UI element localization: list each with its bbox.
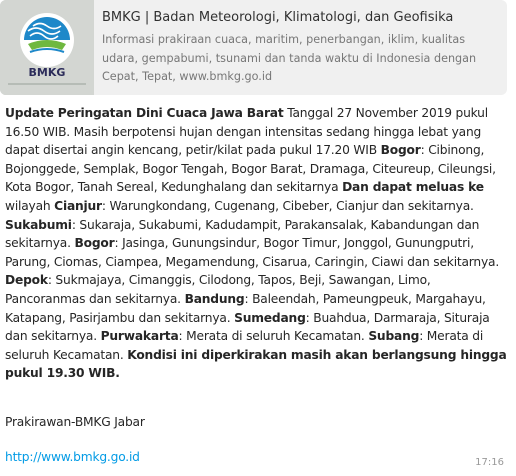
message-text: : Buahdua, Darmaraja, Situraja dan sekitarnya. — [5, 310, 490, 344]
region-sukabumi: Sukabumi — [5, 217, 72, 232]
bmkg-logo-text: BMKG — [28, 66, 66, 79]
link-preview-card[interactable] — [0, 0, 507, 95]
message-text: : Jasinga, Gunungsindur, Bogor Timur, Jonggol, Gunungputri, Parung, Ciomas, Ciampea, Megamendung, Cisarua, Caringin, Ciawi dan sekitarnya. — [5, 236, 500, 269]
region-sumedang: Sumedang — [234, 310, 306, 325]
link-preview-description: Informasi prakiraan cuaca, maritim, penerbangan, iklim, kualitas udara, gempabumi, tsunami dan tanda waktu di Indonesia dengan Cepat, Tepat, www.bmkg.go.id — [102, 33, 477, 83]
region-cianjur: Cianjur — [54, 198, 102, 213]
message-conclusion: Kondisi ini diperkirakan masih akan berlangsung hingga pukul 19.30 WIB. — [5, 347, 507, 381]
message-timestamp: 17:16 — [475, 457, 504, 468]
message-text: Tanggal 27 November 2019 pukul 16.50 WIB. Masih berpotensi hujan dengan intensitas sedang hingga lebat yang dapat disertai angin kencang, petir/kilat pada pukul 17.20 WIB — [5, 106, 488, 158]
message-signature: Prakirawan-BMKG Jabar — [5, 415, 145, 429]
message-text: : Sukmajaya, Cimanggis, Cilodong, Tapos, Beji, Sawangan, Limo, Pancoranmas dan sekitarnya. — [5, 273, 431, 306]
bmkg-logo-thumbnail — [0, 0, 94, 95]
bmkg-website-link[interactable]: http://www.bmkg.go.id — [5, 450, 140, 464]
message-text: : Merata di seluruh Kecamatan. — [178, 329, 369, 344]
message-heading: Update Peringatan Dini Cuaca Jawa Barat — [5, 106, 284, 120]
bmkg-logo-icon — [0, 0, 94, 95]
message-text: wilayah — [5, 198, 55, 213]
message-text: : Warungkondang, Cugenang, Cibeber, Cianjur dan sekitarnya. — [101, 198, 474, 213]
region-depok: Depok — [5, 273, 48, 288]
link-preview-title: BMKG | Badan Meteorologi, Klimatologi, dan Geofisika — [102, 10, 454, 25]
region-bogor: Bogor — [380, 143, 421, 158]
region-bandung: Bandung — [184, 291, 245, 306]
message-text: : Baleendah, Pameungpeuk, Margahayu, Katapang, Pasirjambu dan sekitarnya. — [5, 291, 486, 325]
message-body — [5, 104, 507, 383]
message-emphasis: Dan dapat meluas ke — [342, 180, 484, 195]
message-text: : Cibinong, Bojonggede, Semplak, Bogor Tengah, Bogor Barat, Dramaga, Citeureup, Cileungsi, Kota Bogor, Tanah Sereal, Kedunghalang dan sekitarnya — [5, 143, 496, 195]
message-text: : Sukaraja, Sukabumi, Kadudampit, Parakansalak, Kabandungan dan sekitarnya. — [5, 217, 480, 251]
message-text: : Merata di seluruh Kecamatan. — [5, 329, 484, 362]
region-subang: Subang — [368, 329, 420, 344]
link-preview-text — [102, 9, 502, 87]
region-bogor-2: Bogor — [74, 236, 115, 251]
region-purwakarta: Purwakarta — [100, 329, 179, 344]
